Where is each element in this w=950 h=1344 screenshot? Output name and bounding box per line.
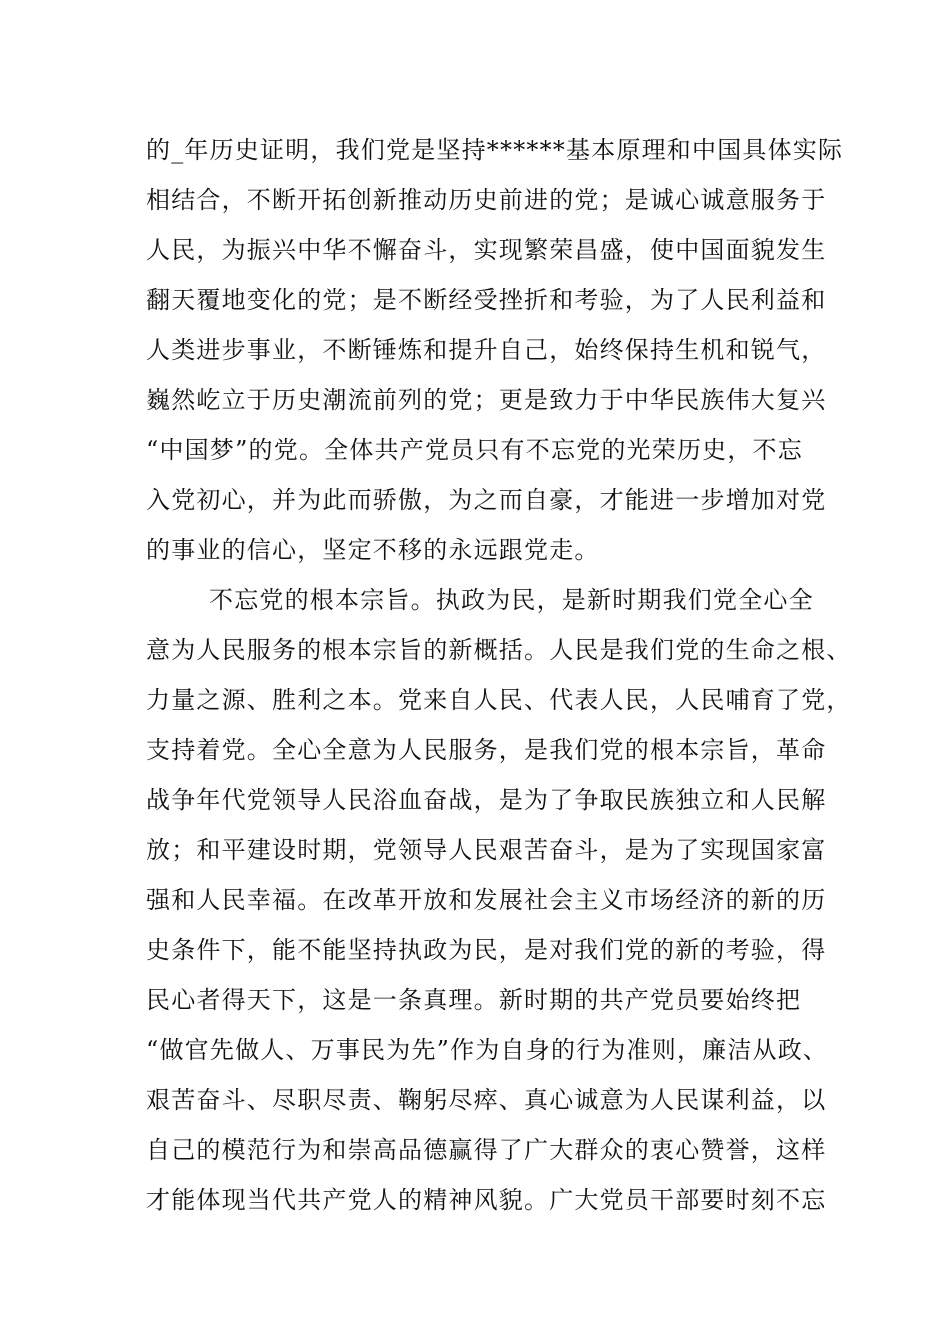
paragraph-2-line-5: 战争年代党领导人民浴血奋战，是为了争取民族独立和人民解 bbox=[146, 786, 827, 814]
paragraph-1-line-7: “中国梦”的党。全体共产党员只有不忘党的光荣历史，不忘 bbox=[146, 436, 803, 464]
paragraph-1-line-4: 翻天覆地变化的党；是不断经受挫折和考验，为了人民利益和 bbox=[146, 286, 827, 314]
paragraph-2-line-7: 强和人民幸福。在改革开放和发展社会主义市场经济的新的历 bbox=[146, 886, 827, 914]
paragraph-2-line-6: 放；和平建设时期，党领导人民艰苦奋斗，是为了实现国家富 bbox=[146, 836, 827, 864]
paragraph-2-line-11: 艰苦奋斗、尽职尽责、鞠躬尽瘁、真心诚意为人民谋利益，以 bbox=[146, 1086, 827, 1114]
paragraph-2-line-13: 才能体现当代共产党人的精神风貌。广大党员干部要时刻不忘 bbox=[146, 1186, 827, 1214]
paragraph-2-line-8: 史条件下，能不能坚持执政为民，是对我们党的新的考验，得 bbox=[146, 936, 827, 964]
paragraph-1-line-5: 人类进步事业，不断锤炼和提升自己，始终保持生机和锐气， bbox=[146, 336, 827, 364]
paragraph-1-line-2: 相结合，不断开拓创新推动历史前进的党；是诚心诚意服务于 bbox=[146, 186, 827, 214]
paragraph-2-line-12: 自己的模范行为和崇高品德赢得了广大群众的衷心赞誉，这样 bbox=[146, 1136, 827, 1164]
paragraph-2-line-3: 力量之源、胜利之本。党来自人民、代表人民，人民哺育了党， bbox=[146, 686, 852, 714]
paragraph-2-line-4: 支持着党。全心全意为人民服务，是我们党的根本宗旨，革命 bbox=[146, 736, 827, 764]
paragraph-1-line-1: 的_年历史证明，我们党是坚持******基本原理和中国具体实际 bbox=[146, 136, 844, 164]
paragraph-1-line-3: 人民，为振兴中华不懈奋斗，实现繁荣昌盛，使中国面貌发生 bbox=[146, 236, 827, 264]
paragraph-1-line-6: 巍然屹立于历史潮流前列的党；更是致力于中华民族伟大复兴 bbox=[146, 386, 827, 414]
paragraph-2-line-9: 民心者得天下，这是一条真理。新时期的共产党员要始终把 bbox=[146, 986, 802, 1014]
paragraph-2-line-2: 意为人民服务的根本宗旨的新概括。人民是我们党的生命之根、 bbox=[146, 636, 852, 664]
paragraph-1-line-8: 入党初心，并为此而骄傲，为之而自豪，才能进一步增加对党 bbox=[146, 486, 827, 514]
paragraph-2-line-10: “做官先做人、万事民为先”作为自身的行为准则，廉洁从政、 bbox=[146, 1036, 829, 1064]
paragraph-2-line-1: 不忘党的根本宗旨。执政为民，是新时期我们党全心全 bbox=[209, 586, 814, 614]
paragraph-1-line-9: 的事业的信心，坚定不移的永远跟党走。 bbox=[146, 536, 600, 564]
